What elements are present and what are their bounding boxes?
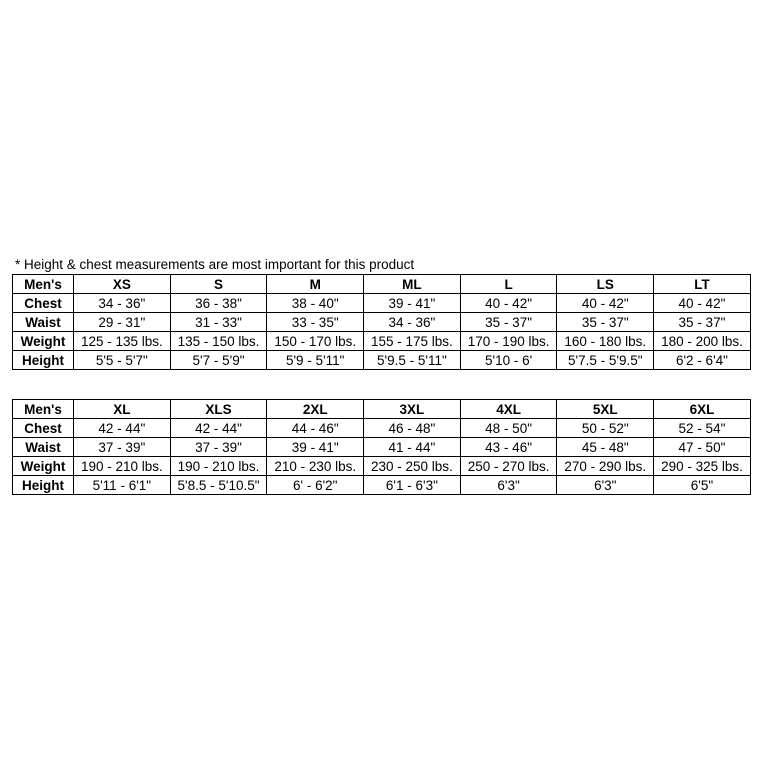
measurement-cell: 40 - 42" [654,294,751,313]
measurement-cell: 37 - 39" [74,438,171,457]
row-header-mens: Men's [13,400,74,419]
measurement-cell: 5'10 - 6' [460,351,557,370]
measurement-cell: 5'7 - 5'9" [170,351,267,370]
measurement-cell: 190 - 210 lbs. [74,457,171,476]
table-row [13,476,751,495]
row-label: Height [13,351,74,370]
size-header-cell: 2XL [267,400,364,419]
table-row [13,294,751,313]
measurement-cell: 155 - 175 lbs. [364,332,461,351]
measurement-cell: 35 - 37" [460,313,557,332]
table-row [13,332,751,351]
measurement-cell: 48 - 50" [460,419,557,438]
measurement-cell: 5'9.5 - 5'11" [364,351,461,370]
row-label: Chest [13,419,74,438]
measurement-cell: 6'1 - 6'3" [364,476,461,495]
measurement-cell: 6'5" [654,476,751,495]
measurement-cell: 190 - 210 lbs. [170,457,267,476]
measurement-cell: 5'8.5 - 5'10.5" [170,476,267,495]
measurement-cell: 46 - 48" [364,419,461,438]
measurement-cell: 160 - 180 lbs. [557,332,654,351]
size-chart-table-1 [12,274,751,370]
measurement-cell: 42 - 44" [74,419,171,438]
measurement-cell: 5'7.5 - 5'9.5" [557,351,654,370]
size-header-cell: XS [74,275,171,294]
measurement-cell: 36 - 38" [170,294,267,313]
measurement-cell: 170 - 190 lbs. [460,332,557,351]
size-header-cell: XLS [170,400,267,419]
row-label: Waist [13,438,74,457]
size-header-cell: S [170,275,267,294]
row-label: Waist [13,313,74,332]
measurement-cell: 40 - 42" [557,294,654,313]
size-header-cell: 4XL [460,400,557,419]
size-header-cell: M [267,275,364,294]
measurement-cell: 41 - 44" [364,438,461,457]
measurement-cell: 5'9 - 5'11" [267,351,364,370]
measurement-cell: 135 - 150 lbs. [170,332,267,351]
size-header-cell: 3XL [364,400,461,419]
size-header-row [13,400,751,419]
measurement-cell: 50 - 52" [557,419,654,438]
measurement-cell: 34 - 36" [74,294,171,313]
measurement-cell: 270 - 290 lbs. [557,457,654,476]
measurement-cell: 31 - 33" [170,313,267,332]
measurement-cell: 6' - 6'2" [267,476,364,495]
row-label: Weight [13,457,74,476]
measurement-cell: 42 - 44" [170,419,267,438]
table-row [13,419,751,438]
measurement-cell: 150 - 170 lbs. [267,332,364,351]
measurement-cell: 34 - 36" [364,313,461,332]
measurement-cell: 35 - 37" [654,313,751,332]
measurement-cell: 38 - 40" [267,294,364,313]
measurement-cell: 5'11 - 6'1" [74,476,171,495]
measurement-cell: 37 - 39" [170,438,267,457]
row-label: Height [13,476,74,495]
row-label: Chest [13,294,74,313]
size-header-cell: ML [364,275,461,294]
size-chart-table-2 [12,399,751,495]
table-row [13,351,751,370]
measurement-cell: 39 - 41" [364,294,461,313]
measurement-cell: 6'2 - 6'4" [654,351,751,370]
measurement-cell: 47 - 50" [654,438,751,457]
table-row [13,313,751,332]
size-header-cell: LT [654,275,751,294]
measurement-cell: 250 - 270 lbs. [460,457,557,476]
measurement-cell: 180 - 200 lbs. [654,332,751,351]
measurement-cell: 210 - 230 lbs. [267,457,364,476]
size-header-cell: L [460,275,557,294]
table-row [13,438,751,457]
measurement-cell: 40 - 42" [460,294,557,313]
row-label: Weight [13,332,74,351]
measurement-cell: 39 - 41" [267,438,364,457]
measurement-cell: 44 - 46" [267,419,364,438]
measurement-cell: 6'3" [460,476,557,495]
measurement-cell: 230 - 250 lbs. [364,457,461,476]
measurement-cell: 33 - 35" [267,313,364,332]
measurement-cell: 45 - 48" [557,438,654,457]
measurement-cell: 5'5 - 5'7" [74,351,171,370]
measurement-cell: 29 - 31" [74,313,171,332]
measurement-cell: 52 - 54" [654,419,751,438]
size-header-row [13,275,751,294]
measurement-cell: 43 - 46" [460,438,557,457]
measurement-cell: 125 - 135 lbs. [74,332,171,351]
size-header-cell: LS [557,275,654,294]
row-header-mens: Men's [13,275,74,294]
measurement-note: * Height & chest measurements are most important for this product [15,257,415,272]
size-header-cell: 5XL [557,400,654,419]
measurement-cell: 6'3" [557,476,654,495]
measurement-cell: 290 - 325 lbs. [654,457,751,476]
table-row [13,457,751,476]
size-header-cell: XL [74,400,171,419]
measurement-cell: 35 - 37" [557,313,654,332]
size-header-cell: 6XL [654,400,751,419]
